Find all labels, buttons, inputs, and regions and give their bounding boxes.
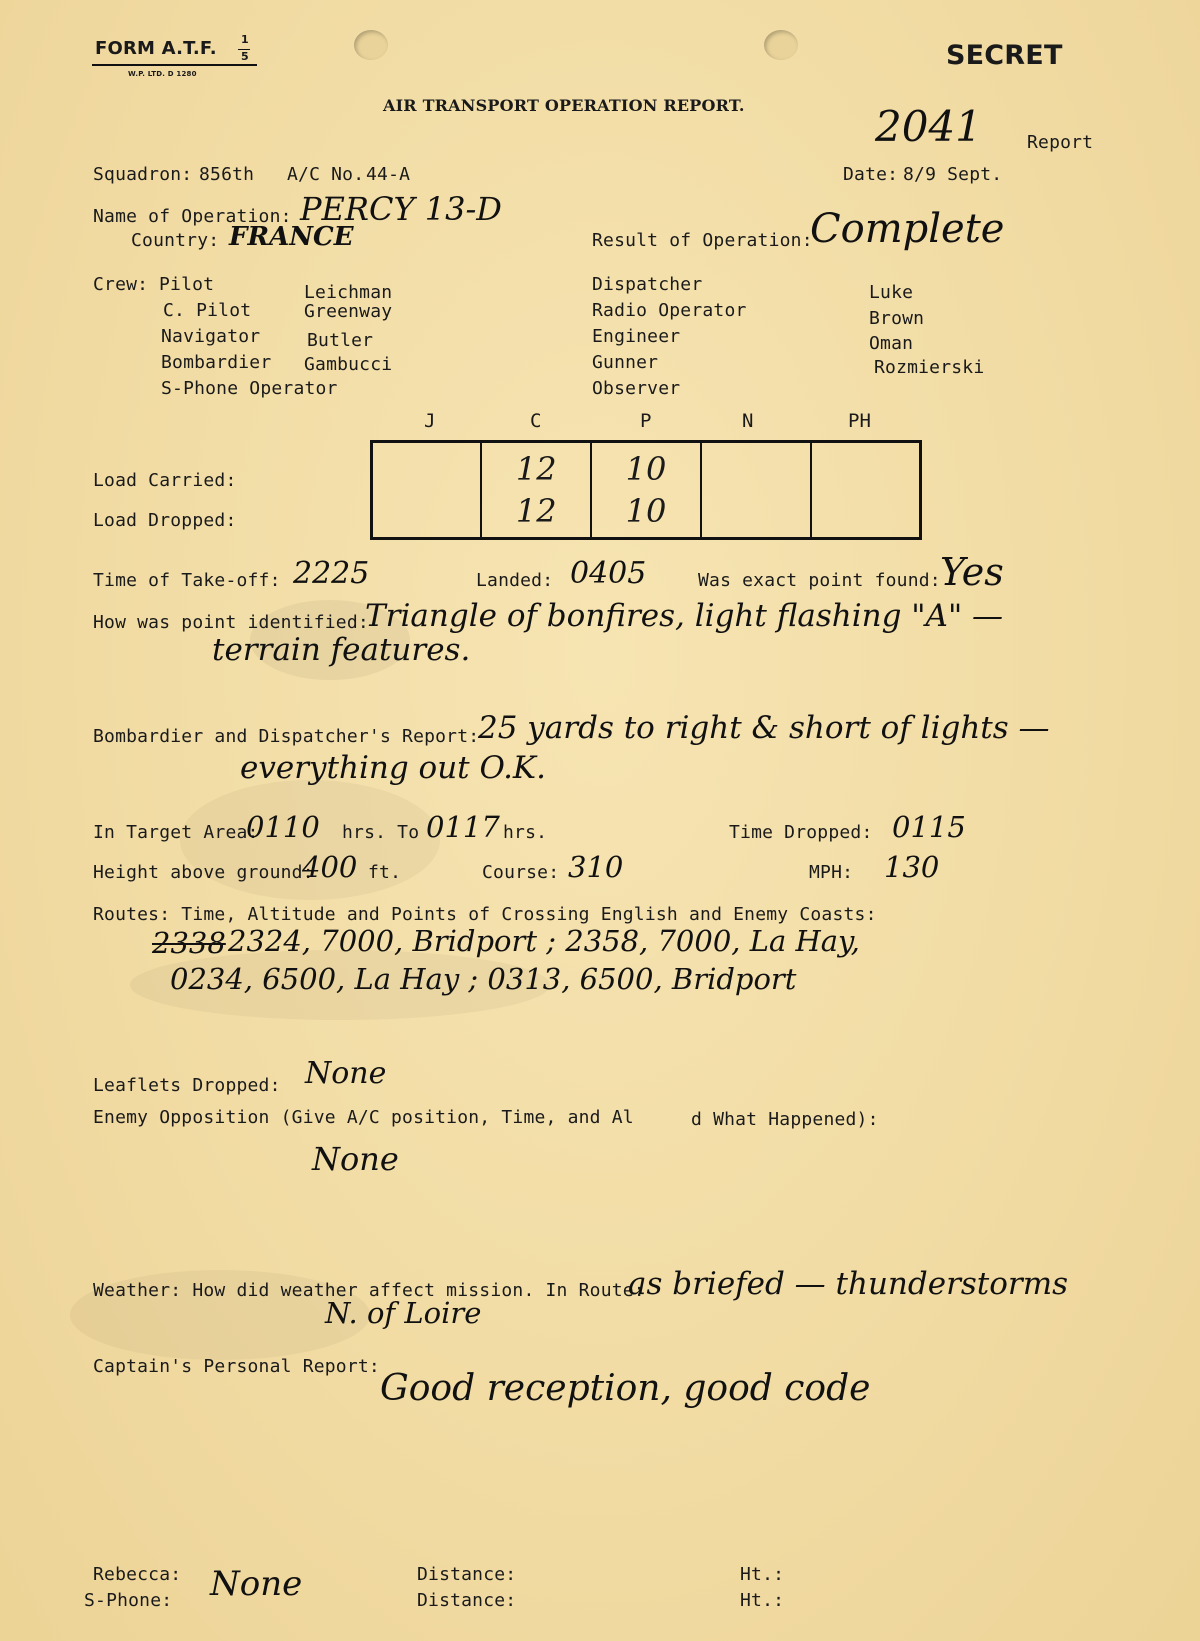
routes-struck-value: 2338 — [152, 926, 226, 960]
printer-mark: W.P. LTD. D 1280 — [128, 70, 197, 78]
aircraft-label: A/C No. — [287, 164, 365, 185]
result-value: Complete — [810, 206, 1005, 252]
country-label: Country: — [131, 230, 220, 251]
form-fraction-top: 1 — [241, 33, 249, 46]
load-cell-ph — [811, 442, 921, 539]
bombardier-report-line2: everything out O.K. — [240, 750, 546, 786]
identified-value-line2: terrain features. — [212, 632, 471, 668]
time-dropped-label: Time Dropped: — [729, 822, 873, 843]
punch-hole-left — [354, 30, 388, 60]
height-label: Height above ground: — [93, 862, 314, 883]
height-unit: ft. — [368, 862, 402, 883]
crew-name-copilot: Greenway — [304, 301, 393, 322]
crew-role-observer: Observer — [592, 378, 681, 399]
routes-line1: 2324, 7000, Bridport ; 2358, 7000, La Hay, — [228, 924, 860, 958]
crew-role-radio: Radio Operator — [592, 300, 747, 321]
routes-line2: 0234, 6500, La Hay ; 0313, 6500, Bridport — [170, 962, 797, 996]
crew-role-sphone: S-Phone Operator — [161, 378, 338, 399]
landed-label: Landed: — [476, 570, 554, 591]
load-dropped-c: 12 — [515, 492, 557, 530]
crew-name-bombardier: Gambucci — [304, 354, 393, 375]
course-value: 310 — [568, 850, 624, 884]
crew-role-navigator: Navigator — [161, 326, 261, 347]
rebecca-label: Rebecca: — [93, 1564, 182, 1585]
distance-label-1: Distance: — [417, 1564, 517, 1585]
load-cell-n — [701, 442, 811, 539]
mph-label: MPH: — [809, 862, 854, 883]
aircraft-value: 44-A — [366, 164, 411, 185]
identified-value-line1: Triangle of bonfires, light flashing "A" — — [365, 598, 1004, 634]
load-cell-p — [591, 442, 701, 539]
height-label-1: Ht.: — [740, 1564, 785, 1585]
squadron-label: Squadron: — [93, 164, 193, 185]
crew-role-dispatcher: Dispatcher — [592, 274, 703, 295]
form-fraction-bottom: 5 — [241, 50, 249, 63]
crew-name-navigator: Butler — [307, 330, 374, 351]
load-dropped-p: 10 — [625, 492, 667, 530]
classification-stamp: SECRET — [946, 40, 1063, 71]
crew-name-pilot: Leichman — [304, 282, 393, 303]
crew-label: Crew: — [93, 274, 149, 295]
target-area-from: 0110 — [246, 810, 320, 844]
report-number: 2041 — [875, 102, 982, 151]
distance-label-2: Distance: — [417, 1590, 517, 1611]
target-area-label: In Target Area: — [93, 822, 259, 843]
exact-point-value: Yes — [940, 550, 1004, 594]
course-label: Course: — [482, 862, 560, 883]
weather-value-line2: N. of Loire — [325, 1296, 482, 1330]
load-carried-p: 10 — [625, 450, 667, 488]
load-cell-c — [481, 442, 591, 539]
crew-role-engineer: Engineer — [592, 326, 681, 347]
operation-name-label: Name of Operation: — [93, 206, 292, 227]
load-column-j: J — [424, 410, 436, 432]
landed-value: 0405 — [570, 556, 647, 591]
captain-report-value: Good reception, good code — [380, 1368, 871, 1409]
captain-report-label: Captain's Personal Report: — [93, 1356, 380, 1377]
leaflets-value: None — [305, 1056, 387, 1091]
form-id-underline — [92, 64, 257, 66]
result-label: Result of Operation: — [592, 230, 813, 251]
crew-role-copilot: C. Pilot — [163, 300, 252, 321]
report-label: Report — [1027, 132, 1094, 153]
punch-hole-right — [764, 30, 798, 60]
leaflets-label: Leaflets Dropped: — [93, 1075, 281, 1096]
crew-role-gunner: Gunner — [592, 352, 659, 373]
country-value: FRANCE — [229, 222, 354, 252]
sphone-label: S-Phone: — [84, 1590, 173, 1611]
load-column-n: N — [742, 410, 754, 432]
mph-value: 130 — [884, 850, 940, 884]
takeoff-label: Time of Take-off: — [93, 570, 281, 591]
exact-point-label: Was exact point found: — [698, 570, 941, 591]
height-value: 400 — [302, 850, 358, 884]
crew-role-pilot: Pilot — [159, 274, 215, 295]
load-column-c: C — [530, 410, 542, 432]
crew-name-radio: Brown — [869, 308, 925, 329]
enemy-opposition-label: Enemy Opposition (Give A/C position, Time, and Al — [93, 1107, 634, 1128]
target-area-hrs: hrs. — [503, 822, 548, 843]
takeoff-value: 2225 — [293, 556, 370, 591]
load-dropped-label: Load Dropped: — [93, 510, 237, 531]
bombardier-report-line1: 25 yards to right & short of lights — — [478, 710, 1050, 746]
operation-name-value: PERCY 13-D — [300, 190, 502, 228]
enemy-opposition-value: None — [312, 1140, 399, 1178]
squadron-value: 856th — [199, 164, 255, 185]
weather-value-line1: as briefed — thunderstorms — [628, 1266, 1069, 1302]
date-label: Date: — [843, 164, 899, 185]
weather-label: Weather: How did weather affect mission. In Route: — [93, 1280, 645, 1301]
load-table — [370, 440, 922, 540]
enemy-opposition-label-end: d What Happened): — [691, 1109, 879, 1130]
height-label-2: Ht.: — [740, 1590, 785, 1611]
load-cell-j — [372, 442, 482, 539]
crew-name-dispatcher: Luke — [869, 282, 914, 303]
load-column-ph: PH — [848, 410, 871, 432]
routes-label: Routes: Time, Altitude and Points of Crossing English and Enemy Coasts: — [93, 904, 877, 925]
report-title: AIR TRANSPORT OPERATION REPORT. — [383, 96, 745, 115]
sphone-value: None — [210, 1564, 303, 1604]
time-dropped-value: 0115 — [892, 810, 966, 844]
bombardier-report-label: Bombardier and Dispatcher's Report: — [93, 726, 480, 747]
load-carried-c: 12 — [515, 450, 557, 488]
date-value: 8/9 Sept. — [903, 164, 1003, 185]
target-area-to-label: hrs. To — [342, 822, 420, 843]
crew-role-bombardier: Bombardier — [161, 352, 272, 373]
load-carried-label: Load Carried: — [93, 470, 237, 491]
form-id: FORM A.T.F. — [95, 38, 217, 59]
load-column-p: P — [640, 410, 652, 432]
crew-name-engineer: Oman — [869, 333, 914, 354]
target-area-to: 0117 — [426, 810, 500, 844]
identified-label: How was point identified: — [93, 612, 369, 633]
crew-name-gunner: Rozmierski — [874, 357, 985, 378]
